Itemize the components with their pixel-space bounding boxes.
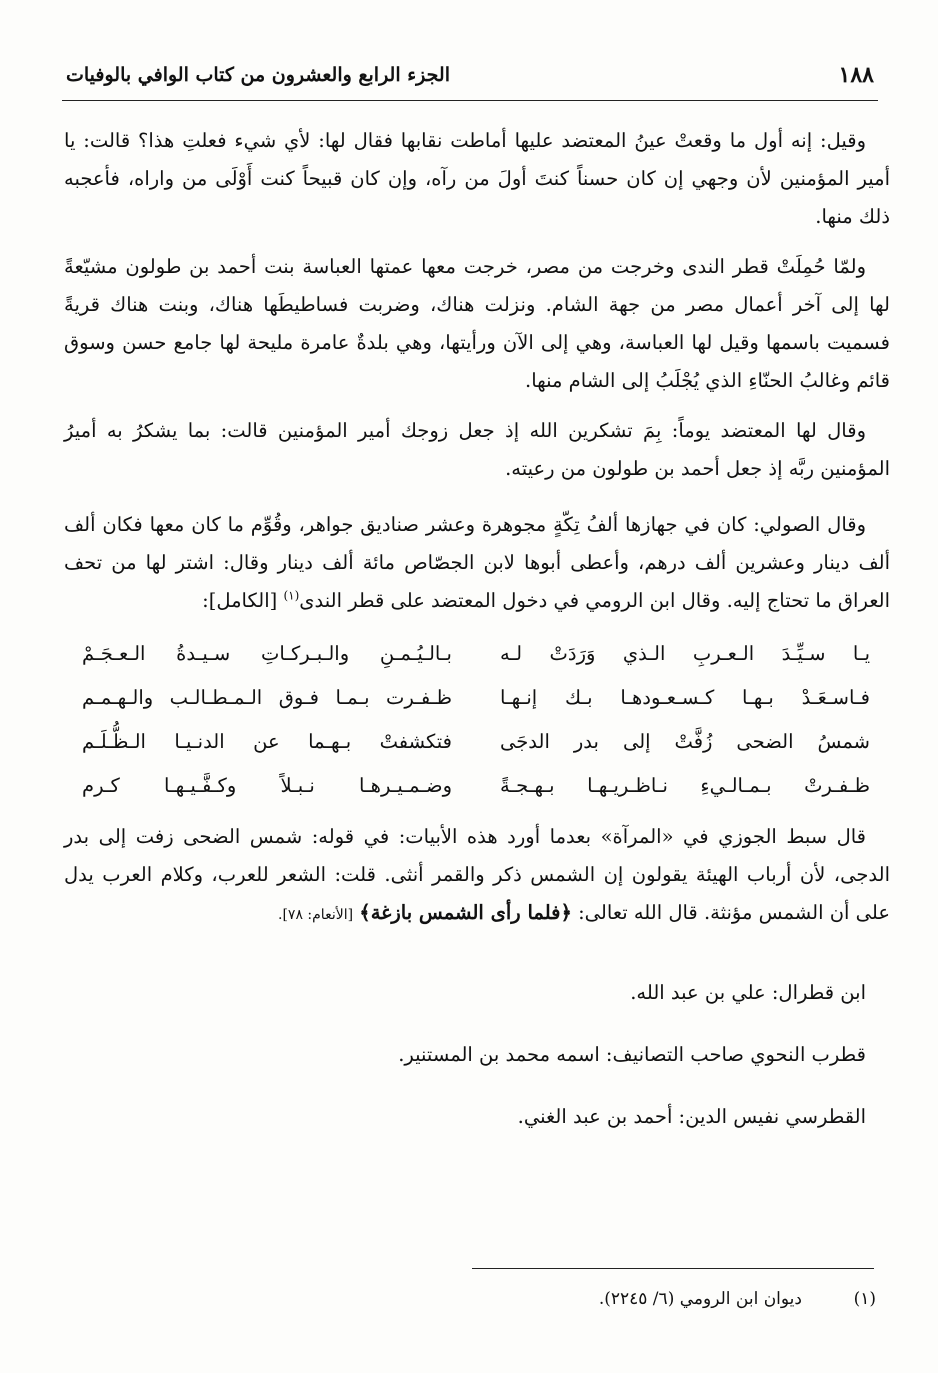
footnote-divider (472, 1268, 874, 1269)
page-header (62, 60, 878, 101)
page-number: ١٨٨ (838, 62, 874, 88)
page-body (64, 122, 890, 1160)
verse-second-hemistich: بـالـيُـمـنِ والـبـركـاتِ سـيـدةُ الـعـجَـمْ (82, 642, 452, 665)
suli-text: وقال الصولي: كان في جهازها ألفُ تِكّةٍ مجوهرة وعشر صناديق جواهر، وقُوِّم ما كان معها فكان ألف ألف دينار وعشرين ألف درهم، وأعطى أبوها لابن الجصّاص مائة ألف دينار وقال: اشتر لها من تحف العراق ما تحتاج إليه. وقال ابن الرومي في دخول المعتضد على قطر الندى (64, 513, 890, 612)
entry-ibn-qutral: ابن قطرال: علي بن عبد الله. (630, 981, 866, 1004)
footnote-marker: (١) (283, 588, 300, 603)
paragraph-sibt (64, 818, 890, 934)
meter-label: [الكامل]: (202, 589, 278, 612)
poem-verse (64, 764, 890, 808)
entries-list (64, 974, 890, 1136)
verse-first-hemistich: فـاسـعَـدْ بـهـا كـسـعـودهـا بـك إنـهـا (500, 686, 870, 709)
sibt-text: قال سبط الجوزي في «المرآة» بعدما أورد هذه الأبيات: في قوله: شمس الضحى زفت إلى بدر الدجى، لأن أرباب الهيئة يقولون إن الشمس ذكر والقمر أنثى. قلت: الشعر للعرب، وكلام العرب يدل على أن الشمس مؤنثة. قال الله تعالى: (64, 825, 890, 924)
entry-qutrub: قطرب النحوي صاحب التصانيف: اسمه محمد بن المستنير. (398, 1043, 866, 1066)
paragraph-journey: ولمّا حُمِلَتْ قطر الندى وخرجت من مصر، خرجت معها عمتها العباسة بنت أحمد بن طولون مشيّعةً لها إلى آخر أعمال مصر من جهة الشام. ونزلت هناك، وضربت فساطيطَها هناك، وبنت هناك قريةً فسميت باسمها وقيل لها العباسة، وهي إلى الآن ورأيتها، وهي بلدةٌ عامرة مليحة لها جامع حسن وسوق قائم وغالبُ الحنّاءِ الذي يُجْلَبُ إلى الشام منها. (64, 255, 890, 392)
paragraph-gratitude: وقال لها المعتضد يوماً: بِمَ تشكرين الله إذ جعل زوجك أمير المؤمنين قالت: بما يشكرُ به أميرُ المؤمنين ربَّه إذ جعل أحمد بن طولون من رعيته. (64, 419, 890, 480)
paragraph-suli (64, 506, 890, 620)
running-title: الجزء الرابع والعشرون من كتاب الوافي بالوفيات (66, 64, 450, 86)
verse-second-hemistich: وضـمـيـرهـا نـبـلاً وكـفَّـيـهـا كـرم (82, 774, 452, 797)
verse-first-hemistich: يـا سـيِّـدَ الـعـربِ الـذي وَرَدَتْ لـه (500, 642, 870, 665)
verse-second-hemistich: فتكشفتْ بـهـما عن الدنـيـا الـظُّـلَـم (82, 730, 452, 753)
verse-first-hemistich: ظـفـرتْ بـمـالـيءِ نـاظـريـهـا بـهـجـةً (500, 774, 870, 797)
poem (64, 632, 890, 808)
poem-verse (64, 632, 890, 676)
footnote-number: (١) (853, 1289, 876, 1309)
paragraph-veil: وقيل: إنه أول ما وقعتْ عينُ المعتضد عليها أماطت نقابها فقال لها: لأي شيء فعلتِ هذا؟ قالت: يا أمير المؤمنين لأن وجهي إن كان حسناً كنتَ أولَ من رآه، وإن كان قبيحاً كنت أَوْلَى من واراه، فأعجبه ذلك منها. (64, 129, 890, 228)
entry-qutrusi: القطرسي نفيس الدين: أحمد بن عبد الغني. (517, 1105, 866, 1128)
poem-verse (64, 720, 890, 764)
verse-second-hemistich: ظـفـرت بـمـا فـوق الـمـطـالـب والـهـمـم (82, 686, 452, 709)
footnote (276, 1284, 876, 1314)
quran-reference: [الأنعام: ٧٨]. (278, 907, 354, 923)
quran-quote: ﴿فلما رأى الشمس بازغة﴾ (359, 901, 572, 924)
footnote-text: ديوان ابن الرومي (٦/ ٢٢٤٥). (598, 1289, 802, 1309)
poem-verse (64, 676, 890, 720)
verse-first-hemistich: شمسُ الضحى زُفَّتْ إلى بدر الدجَى (500, 730, 870, 753)
